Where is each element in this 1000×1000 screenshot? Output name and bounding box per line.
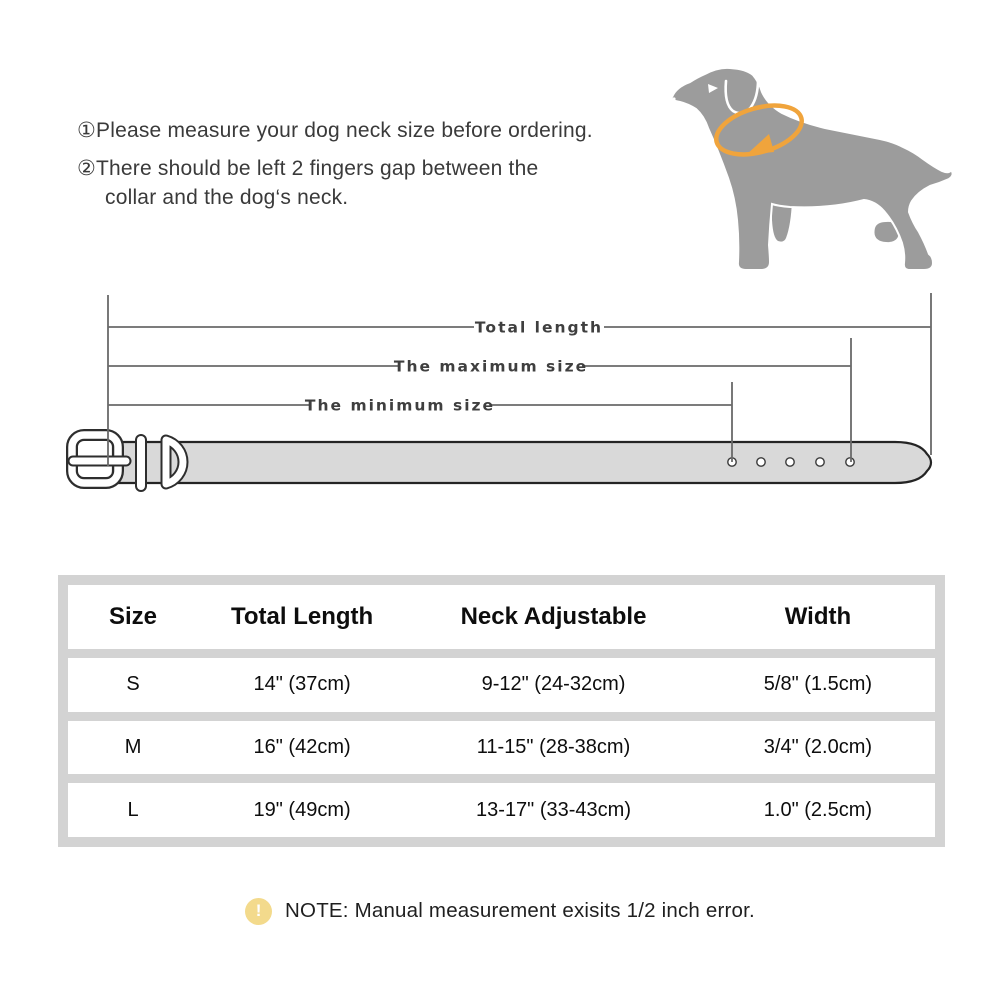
cell-total-length: 14" (37cm) [253,673,351,696]
cell-neck-adjustable: 9-12" (24-32cm) [481,673,626,696]
header-width: Width [784,603,852,630]
cell-neck-adjustable: 13-17" (33-43cm) [476,798,631,821]
table-row-m [68,721,935,775]
collar-diagram [50,288,950,503]
note-row [0,896,1000,926]
instruction-step-1: ①Please measure your dog neck size before ordering. [77,119,593,142]
header-total-length: Total Length [230,603,374,630]
label-minimum-size: The minimum size [304,396,496,415]
dog-body-silhouette [671,68,952,270]
cell-size: L [127,798,139,821]
header-neck-adjustable: Neck Adjustable [460,603,647,630]
label-maximum-size: The maximum size [393,357,589,376]
cell-total-length: 16" (42cm) [253,736,351,758]
cell-width: 5/8" (1.5cm) [763,673,873,696]
header-size: Size [109,603,158,630]
size-table [58,575,945,847]
table-row-l [68,783,935,837]
instruction-step-2: ②There should be left 2 fingers gap between the [77,157,539,180]
cell-size: M [124,736,142,758]
dog-illustration [660,60,970,280]
dog-nose-dot [672,97,675,100]
cell-width: 3/4" (2.0cm) [763,736,873,758]
instruction-step-2-wrap: collar and the dog‘s neck. [105,186,349,209]
label-total-length: Total length [474,318,604,337]
exclamation-icon: ! [245,898,272,925]
instructions-block [77,118,697,211]
table-header-row [68,585,935,649]
cell-size: S [126,673,140,696]
collar-strap [113,442,931,483]
cell-neck-adjustable: 11-15" (28-38cm) [476,736,631,758]
cell-total-length: 19" (49cm) [253,798,351,821]
cell-width: 1.0" (2.5cm) [763,798,873,821]
note-text: NOTE: Manual measurement exisits 1/2 inch error. [285,899,755,922]
table-row-s [68,658,935,712]
